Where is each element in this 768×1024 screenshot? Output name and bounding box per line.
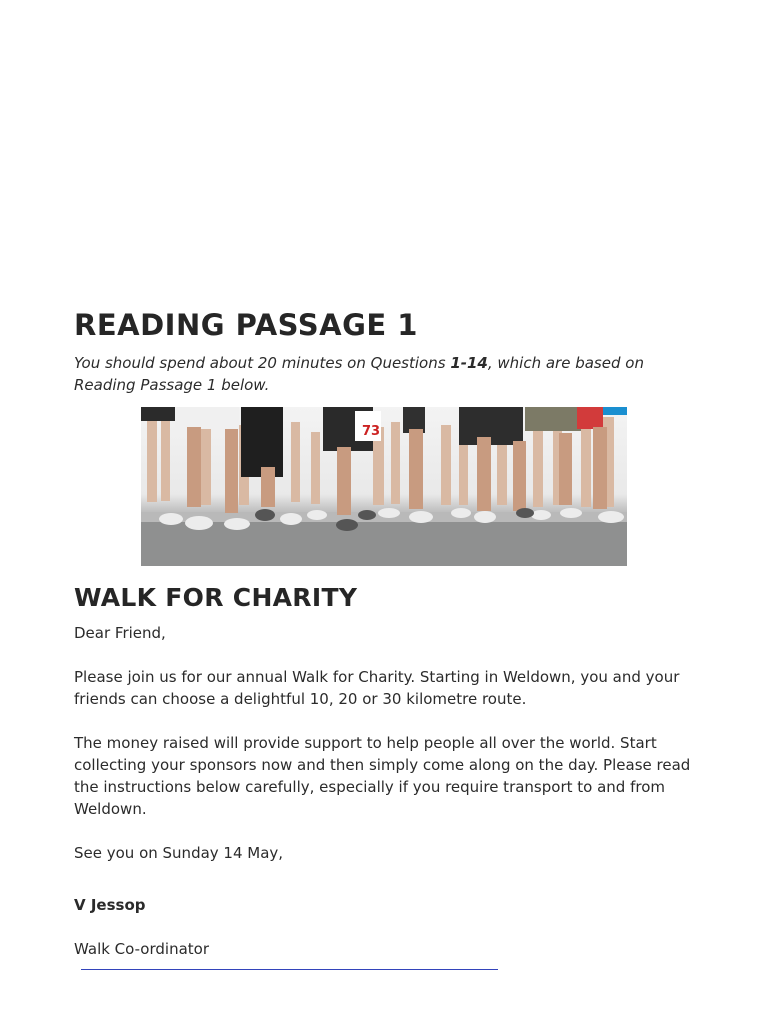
letter-paragraph-2: The money raised will provide support to help people all over the world. Start collecting your sponsors now and then simply come along on the day. Please read the instructions below carefully, especially if you require transport to and from Weldown. — [74, 734, 691, 818]
section-divider — [81, 969, 498, 970]
runners-photo — [141, 407, 627, 566]
letter-closing: See you on Sunday 14 May, — [74, 844, 284, 862]
race-bib-number: 73 — [362, 424, 381, 439]
instructions-text-start: You should spend about 20 minutes on Questions — [74, 354, 451, 372]
question-range: 1-14 — [450, 354, 488, 372]
document-body — [74, 306, 694, 960]
letter-signature: V Jessop — [74, 896, 146, 914]
passage-instructions — [74, 352, 694, 396]
letter-paragraph-1: Please join us for our annual Walk for Charity. Starting in Weldown, you and your friends can choose a delightful 10, 20 or 30 kilometre route. — [74, 668, 680, 708]
letter-greeting: Dear Friend, — [74, 624, 166, 642]
letter-title: WALK FOR CHARITY — [74, 583, 358, 612]
passage-title: READING PASSAGE 1 — [74, 308, 418, 342]
signatory-role: Walk Co-ordinator — [74, 940, 209, 958]
instructions-text-end: , which are based on Reading Passage 1 below. — [74, 354, 644, 394]
runners-illustration — [141, 407, 627, 566]
